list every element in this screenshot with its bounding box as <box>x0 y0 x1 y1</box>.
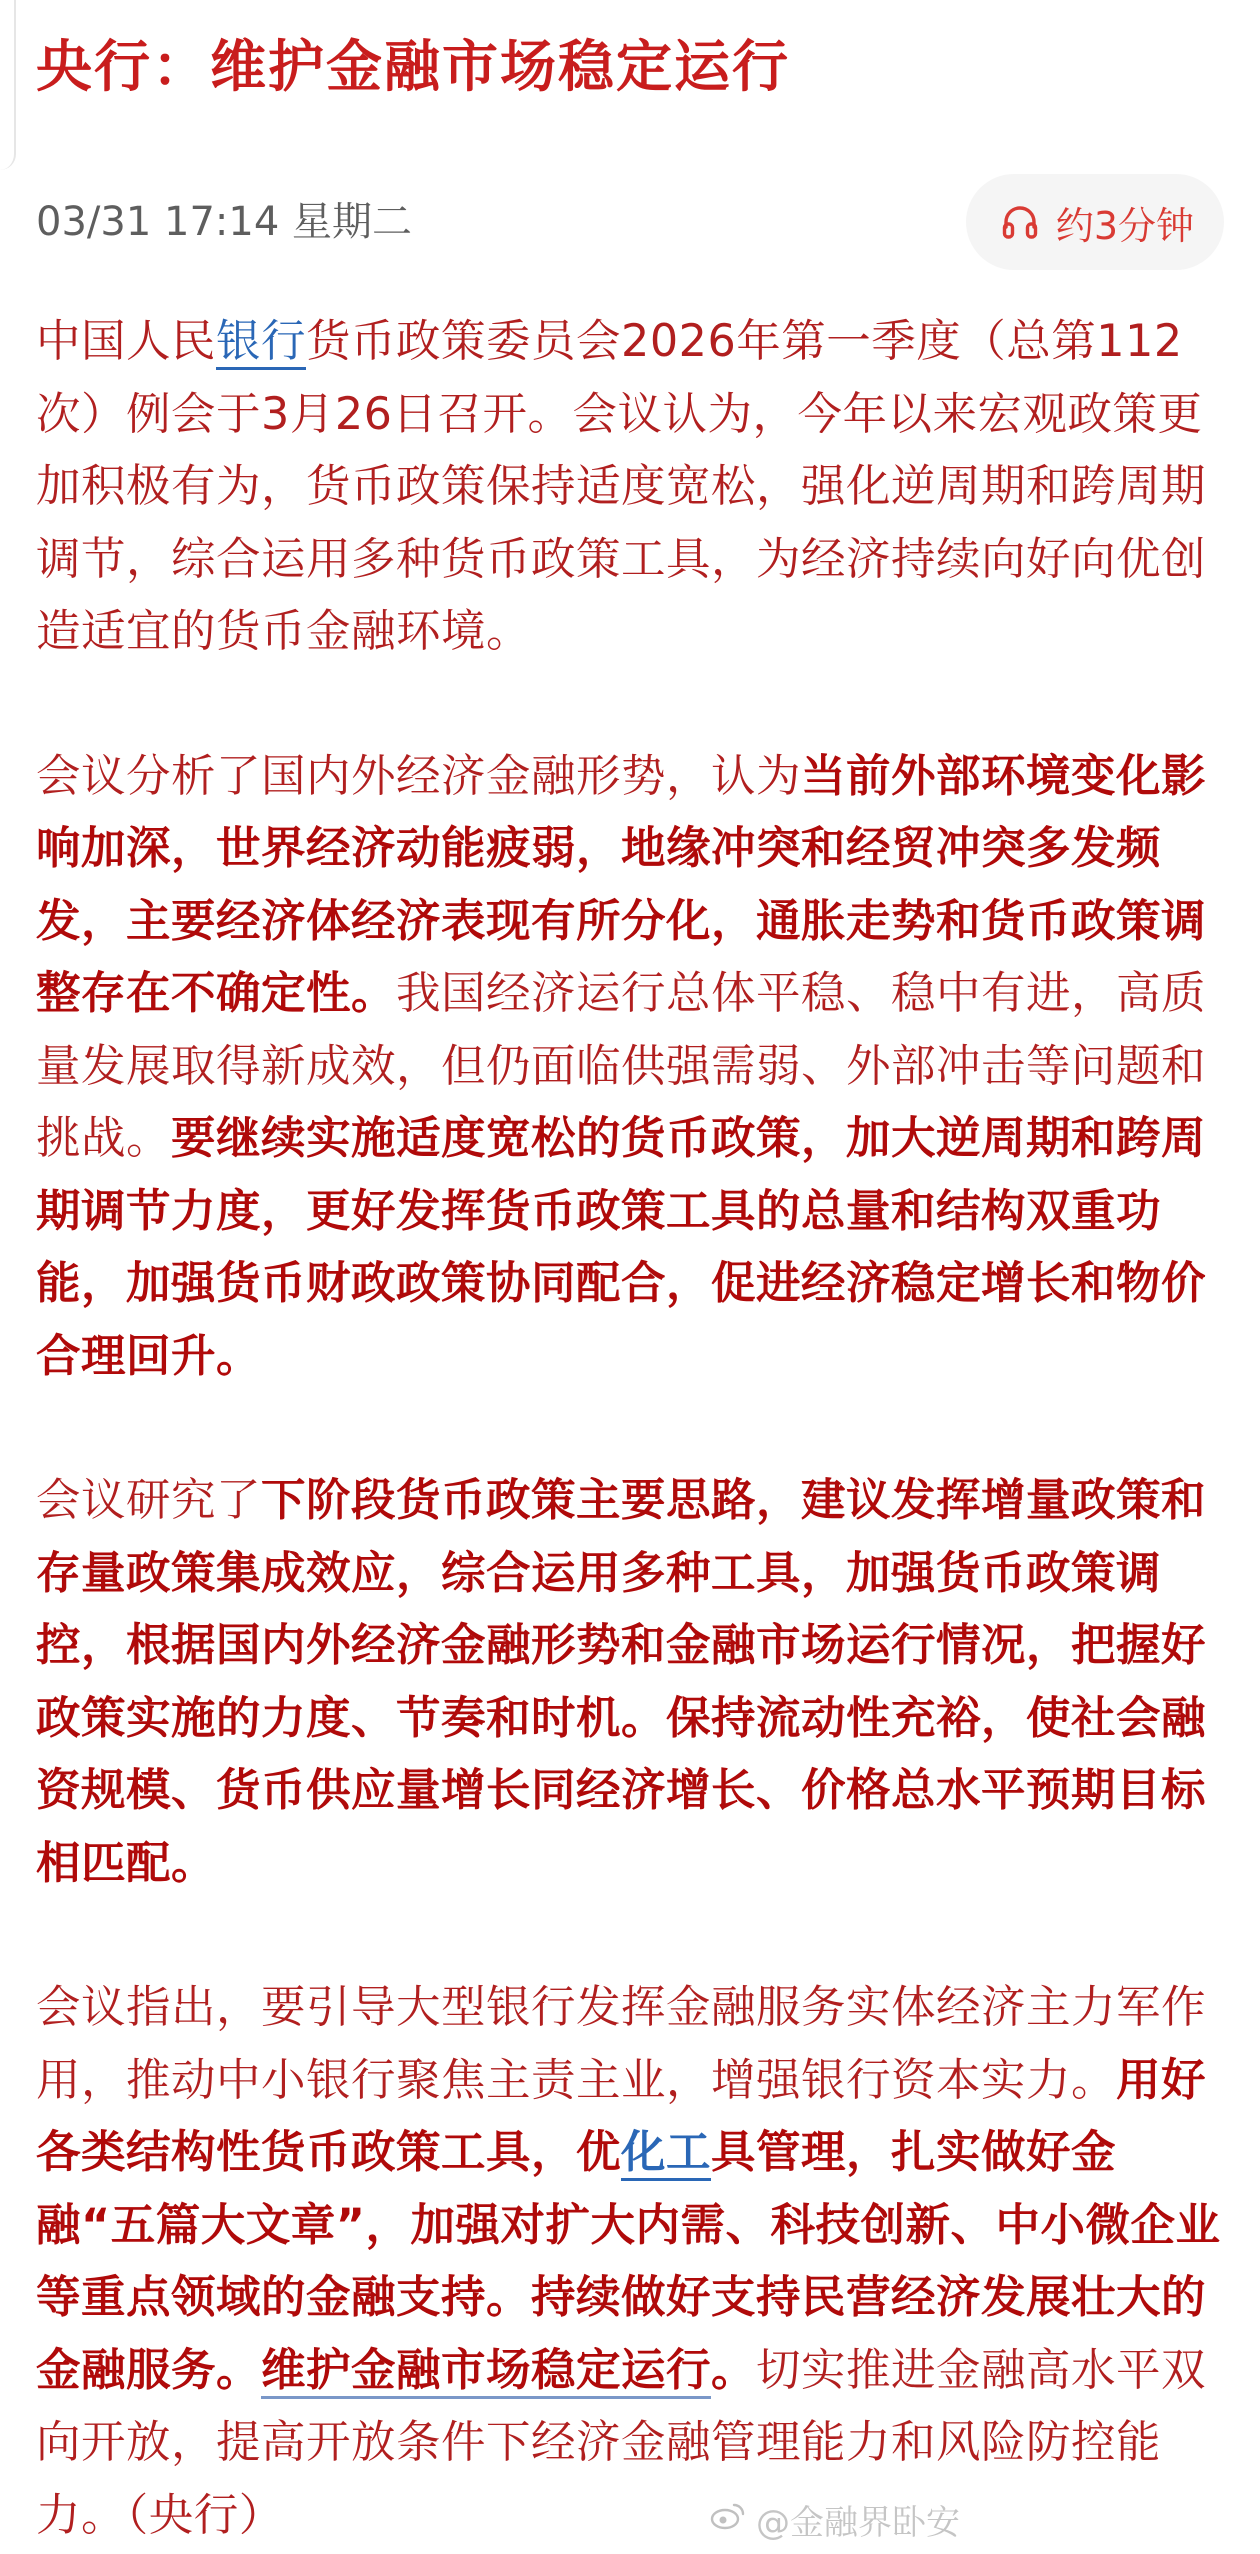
left-edge-divider <box>0 0 16 170</box>
keyword-link-chemical[interactable]: 化工 <box>621 2127 711 2181</box>
article-body <box>36 306 1224 2552</box>
listen-button[interactable] <box>966 174 1224 270</box>
listen-duration: 约3分钟 <box>1055 203 1194 248</box>
watermark <box>710 2495 960 2544</box>
headphones-icon <box>1000 202 1040 242</box>
publish-date: 03/31 17:14 星期二 <box>36 199 412 245</box>
paragraph-3: 会议研究了下阶段货币政策主要思路，建议发挥增量政策和存量政策集成效应，综合运用多种工具，加强货币政策调控，根据国内外经济金融形势和金融市场运行情况，把握好政策实施的力度、节奏和时机。保持流动性充裕，使社会融资规模、货币供应量增长同经济增长、价格总水平预期目标相匹配。 <box>36 1475 1207 1889</box>
keyword-link-bank[interactable]: 银行 <box>216 316 306 370</box>
topic-link-market-stability[interactable]: 维护金融市场稳定运行 <box>261 2345 711 2399</box>
weibo-logo-icon <box>710 2500 746 2540</box>
article-meta <box>36 174 1224 270</box>
watermark-text: @金融界卧安 <box>756 2503 960 2543</box>
article-title: 央行：维护金融市场稳定运行 <box>36 35 790 100</box>
paragraph-2: 会议分析了国内外经济金融形势，认为当前外部环境变化影响加深，世界经济动能疲弱，地缘冲突和经贸冲突多发频发，主要经济体经济表现有所分化，通胀走势和货币政策调整存在不确定性。我国经济运行总体平稳、稳中有进，高质量发展取得新成效，但仍面临供强需弱、外部冲击等问题和挑战。要继续实施适度宽松的货币政策，加大逆周期和跨周期调节力度，更好发挥货币政策工具的总量和结构双重功能，加强货币财政政策协同配合，促进经济稳定增长和物价合理回升。 <box>36 750 1207 1382</box>
paragraph-4: 会议指出，要引导大型银行发挥金融服务实体经济主力军作用，推动中小银行聚焦主责主业，增强银行资本实力。用好各类结构性货币政策工具，优化工具管理，扎实做好金融“五篇大文章”，加强对扩大内需、科技创新、中小微企业等重点领域的金融支持。持续做好支持民营经济发展壮大的金融服务。维护金融市场稳定运行。切实推进金融高水平双向开放，提高开放条件下经济金融管理能力和风险防控能力。（央行） <box>36 1982 1221 2541</box>
paragraph-1: 中国人民银行货币政策委员会2026年第一季度（总第112次）例会于3月26日召开。会议认为，今年以来宏观政策更加积极有为，货币政策保持适度宽松，强化逆周期和跨周期调节，综合运用多种货币政策工具，为经济持续向好向优创造适宜的货币金融环境。 <box>36 316 1207 657</box>
